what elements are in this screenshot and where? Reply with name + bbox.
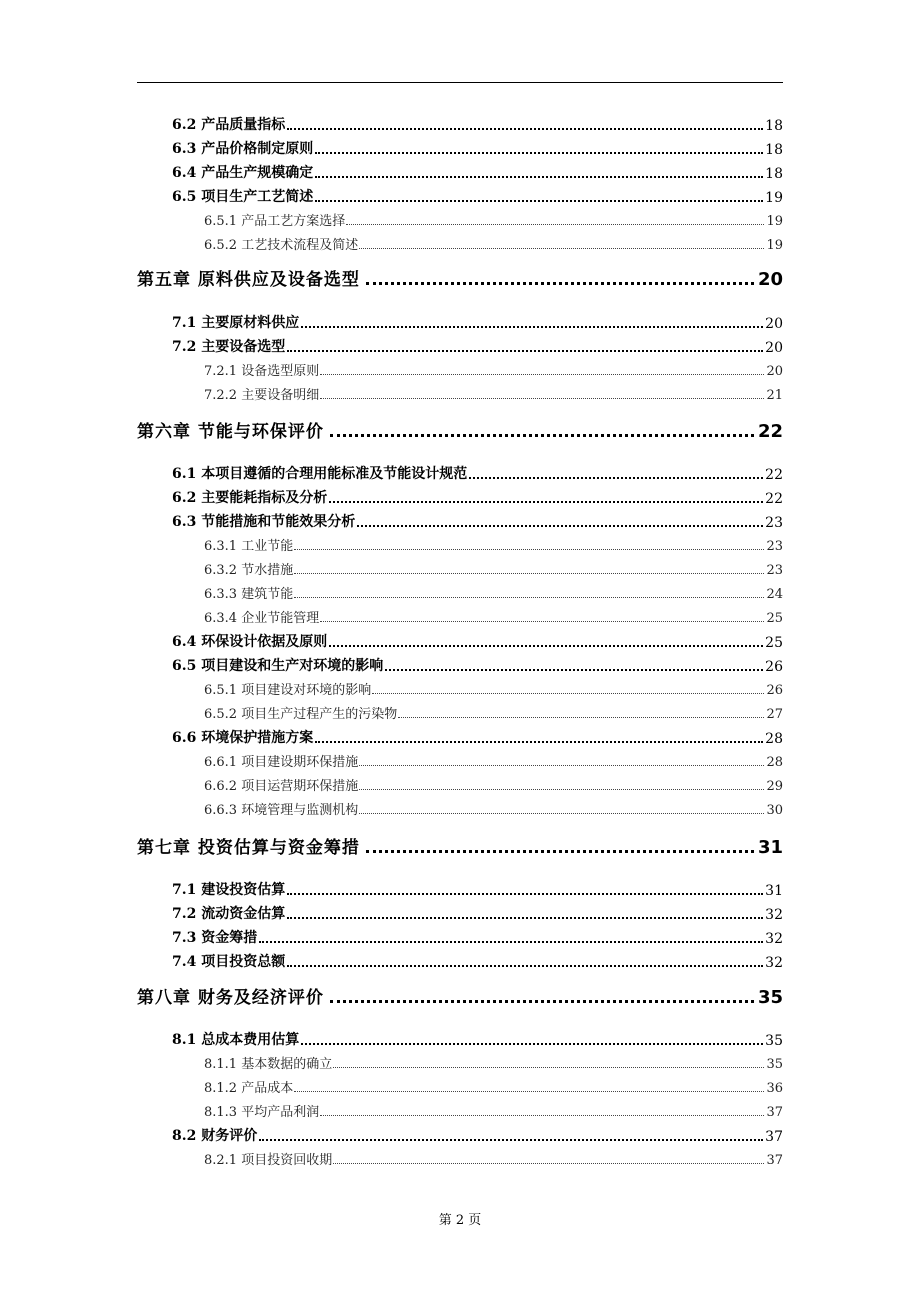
- toc-subsection-entry[interactable]: [204, 1103, 783, 1120]
- dot-leader: [301, 326, 763, 328]
- toc-entry-label: 6.4 环保设计依据及原则: [172, 634, 328, 650]
- toc-page-number: 20: [765, 340, 783, 356]
- dot-leader: [315, 152, 763, 154]
- dot-leader: [398, 717, 764, 718]
- toc-section-entry[interactable]: [172, 929, 783, 947]
- toc-page-number: 28: [765, 731, 783, 747]
- toc-page-number: 18: [765, 118, 783, 134]
- toc-section-entry[interactable]: [172, 338, 783, 356]
- toc-entry-label: 6.6 环境保护措施方案: [172, 730, 314, 746]
- toc-entry-label: 7.1 建设投资估算: [172, 882, 286, 898]
- dot-leader: [287, 893, 763, 895]
- toc-entry-label: 8.1 总成本费用估算: [172, 1032, 300, 1048]
- toc-entry-label: 6.5.1 产品工艺方案选择: [204, 214, 346, 229]
- toc-entry-label: 6.1 本项目遵循的合理用能标准及节能设计规范: [172, 466, 468, 482]
- toc-subsection-entry[interactable]: [204, 537, 783, 554]
- toc-chapter-entry[interactable]: [137, 986, 783, 1008]
- toc-page-number: 23: [765, 515, 783, 531]
- toc-page-number: 26: [765, 659, 783, 675]
- toc-subsection-entry[interactable]: [204, 362, 783, 379]
- toc-subsection-entry[interactable]: [204, 585, 783, 602]
- toc-subsection-entry[interactable]: [204, 705, 783, 722]
- dot-leader: [366, 282, 754, 285]
- toc-entry-label: 6.5.2 项目生产过程产生的污染物: [204, 707, 398, 722]
- toc-subsection-entry[interactable]: [204, 801, 783, 818]
- toc-section-entry[interactable]: [172, 729, 783, 747]
- toc-entry-label: 8.1.1 基本数据的确立: [204, 1057, 333, 1072]
- toc-page-number: 37: [766, 1105, 783, 1120]
- toc-page-number: 22: [765, 467, 783, 483]
- dot-leader: [385, 669, 763, 671]
- dot-leader: [294, 597, 764, 598]
- dot-leader: [287, 350, 763, 352]
- toc-subsection-entry[interactable]: [204, 609, 783, 626]
- dot-leader: [372, 693, 764, 694]
- toc-page-number: 20: [766, 364, 783, 379]
- toc-subsection-entry[interactable]: [204, 753, 783, 770]
- toc-section-entry[interactable]: [172, 633, 783, 651]
- toc-chapter-entry[interactable]: [137, 836, 783, 858]
- toc-entry-label: 6.5 项目生产工艺简述: [172, 189, 314, 205]
- toc-section-entry[interactable]: [172, 465, 783, 483]
- toc-subsection-entry[interactable]: [204, 212, 783, 229]
- toc-section-entry[interactable]: [172, 657, 783, 675]
- toc-subsection-entry[interactable]: [204, 681, 783, 698]
- toc-page-number: 37: [765, 1129, 783, 1145]
- toc-subsection-entry[interactable]: [204, 386, 783, 403]
- toc-page-number: 27: [766, 707, 783, 722]
- dot-leader: [359, 248, 764, 249]
- toc-page-number: 32: [765, 955, 783, 971]
- toc-entry-label: 6.3.2 节水措施: [204, 563, 294, 578]
- toc-entry-label: 第五章 原料供应及设备选型: [137, 270, 360, 290]
- toc-subsection-entry[interactable]: [204, 1055, 783, 1072]
- toc-page-number: 32: [765, 907, 783, 923]
- toc-page-number: 21: [766, 388, 783, 403]
- dot-leader: [287, 965, 763, 967]
- toc-entry-label: 6.3 节能措施和节能效果分析: [172, 514, 356, 530]
- toc-entry-label: 第六章 节能与环保评价: [137, 422, 324, 442]
- toc-page-number: 22: [765, 491, 783, 507]
- toc-page-number: 20: [757, 269, 783, 290]
- dot-leader: [366, 850, 754, 853]
- toc-section-entry[interactable]: [172, 905, 783, 923]
- toc-subsection-entry[interactable]: [204, 236, 783, 253]
- toc-page-number: 37: [766, 1153, 783, 1168]
- toc-page-number: 19: [765, 190, 783, 206]
- toc-page-number: 20: [765, 316, 783, 332]
- toc-page-number: 31: [757, 837, 783, 858]
- toc-entry-label: 7.2.2 主要设备明细: [204, 388, 320, 403]
- toc-entry-label: 6.5.1 项目建设对环境的影响: [204, 683, 372, 698]
- dot-leader: [359, 765, 764, 766]
- dot-leader: [359, 813, 764, 814]
- toc-section-entry[interactable]: [172, 188, 783, 206]
- dot-leader: [301, 1043, 763, 1045]
- dot-leader: [330, 1000, 754, 1003]
- toc-page-number: 35: [765, 1033, 783, 1049]
- toc-page-number: 35: [757, 987, 783, 1008]
- toc-entry-label: 6.3.1 工业节能: [204, 539, 294, 554]
- dot-leader: [287, 128, 763, 130]
- dot-leader: [320, 398, 764, 399]
- toc-section-entry[interactable]: [172, 116, 783, 134]
- toc-entry-label: 6.3.4 企业节能管理: [204, 611, 320, 626]
- dot-leader: [294, 1091, 764, 1092]
- dot-leader: [294, 573, 764, 574]
- toc-subsection-entry[interactable]: [204, 777, 783, 794]
- toc-entry-label: 8.1.3 平均产品利润: [204, 1105, 320, 1120]
- toc-section-entry[interactable]: [172, 1127, 783, 1145]
- toc-section-entry[interactable]: [172, 513, 783, 531]
- toc-page-number: 24: [766, 587, 783, 602]
- toc-page-number: 36: [766, 1081, 783, 1096]
- toc-entry-label: 6.2 产品质量指标: [172, 117, 286, 133]
- toc-section-entry[interactable]: [172, 1031, 783, 1049]
- toc-entry-label: 6.6.2 项目运营期环保措施: [204, 779, 359, 794]
- toc-page-number: 31: [765, 883, 783, 899]
- dot-leader: [259, 941, 763, 943]
- toc-chapter-entry[interactable]: [137, 268, 783, 290]
- toc-section-entry[interactable]: [172, 881, 783, 899]
- toc-page-number: 19: [766, 214, 783, 229]
- toc-entry-label: 6.5 项目建设和生产对环境的影响: [172, 658, 384, 674]
- toc-page-number: 25: [766, 611, 783, 626]
- toc-section-entry[interactable]: [172, 164, 783, 182]
- dot-leader: [294, 549, 764, 550]
- toc-entry-label: 6.6.1 项目建设期环保措施: [204, 755, 359, 770]
- toc-page-number: 18: [765, 142, 783, 158]
- dot-leader: [333, 1163, 764, 1164]
- dot-leader: [329, 645, 763, 647]
- dot-leader: [333, 1067, 764, 1068]
- toc-page-number: 18: [765, 166, 783, 182]
- toc-page-number: 29: [766, 779, 783, 794]
- toc-page-number: 25: [765, 635, 783, 651]
- dot-leader: [320, 374, 764, 375]
- dot-leader: [469, 477, 763, 479]
- toc-section-entry[interactable]: [172, 314, 783, 332]
- toc-entry-label: 6.6.3 环境管理与监测机构: [204, 803, 359, 818]
- toc-entry-label: 6.3 产品价格制定原则: [172, 141, 314, 157]
- toc-entry-label: 6.2 主要能耗指标及分析: [172, 490, 328, 506]
- toc-entry-label: 6.5.2 工艺技术流程及简述: [204, 238, 359, 253]
- toc-page-number: 19: [766, 238, 783, 253]
- toc-entry-label: 6.3.3 建筑节能: [204, 587, 294, 602]
- toc-page-number: 35: [766, 1057, 783, 1072]
- toc-entry-label: 8.2 财务评价: [172, 1128, 258, 1144]
- toc-entry-label: 8.2.1 项目投资回收期: [204, 1153, 333, 1168]
- dot-leader: [346, 224, 764, 225]
- toc-section-entry[interactable]: [172, 140, 783, 158]
- toc-page-number: 28: [766, 755, 783, 770]
- toc-entry-label: 7.3 资金筹措: [172, 930, 258, 946]
- toc-page-number: 26: [766, 683, 783, 698]
- toc-section-entry[interactable]: [172, 953, 783, 971]
- toc-subsection-entry[interactable]: [204, 561, 783, 578]
- toc-entry-label: 7.2.1 设备选型原则: [204, 364, 320, 379]
- toc-entry-label: 第八章 财务及经济评价: [137, 988, 324, 1008]
- toc-subsection-entry[interactable]: [204, 1079, 783, 1096]
- dot-leader: [320, 621, 764, 622]
- toc-entry-label: 8.1.2 产品成本: [204, 1081, 294, 1096]
- toc-page-number: 30: [766, 803, 783, 818]
- toc-entry-label: 7.4 项目投资总额: [172, 954, 286, 970]
- dot-leader: [320, 1115, 764, 1116]
- dot-leader: [359, 789, 764, 790]
- toc-page-number: 23: [766, 539, 783, 554]
- toc-entry-label: 第七章 投资估算与资金筹措: [137, 838, 360, 858]
- toc-subsection-entry[interactable]: [204, 1151, 783, 1168]
- dot-leader: [357, 525, 763, 527]
- dot-leader: [329, 501, 763, 503]
- dot-leader: [330, 434, 754, 437]
- toc-section-entry[interactable]: [172, 489, 783, 507]
- toc-entry-label: 7.2 主要设备选型: [172, 339, 286, 355]
- toc-entry-label: 7.1 主要原材料供应: [172, 315, 300, 331]
- dot-leader: [259, 1139, 763, 1141]
- toc-page-number: 32: [765, 931, 783, 947]
- toc-entry-label: 6.4 产品生产规模确定: [172, 165, 314, 181]
- page-number-footer: 第 2 页: [438, 1213, 482, 1228]
- dot-leader: [287, 917, 763, 919]
- toc-entry-label: 7.2 流动资金估算: [172, 906, 286, 922]
- toc-page-number: 22: [757, 421, 783, 442]
- dot-leader: [315, 176, 763, 178]
- toc-chapter-entry[interactable]: [137, 420, 783, 442]
- dot-leader: [315, 200, 763, 202]
- dot-leader: [315, 741, 763, 743]
- toc-page-number: 23: [766, 563, 783, 578]
